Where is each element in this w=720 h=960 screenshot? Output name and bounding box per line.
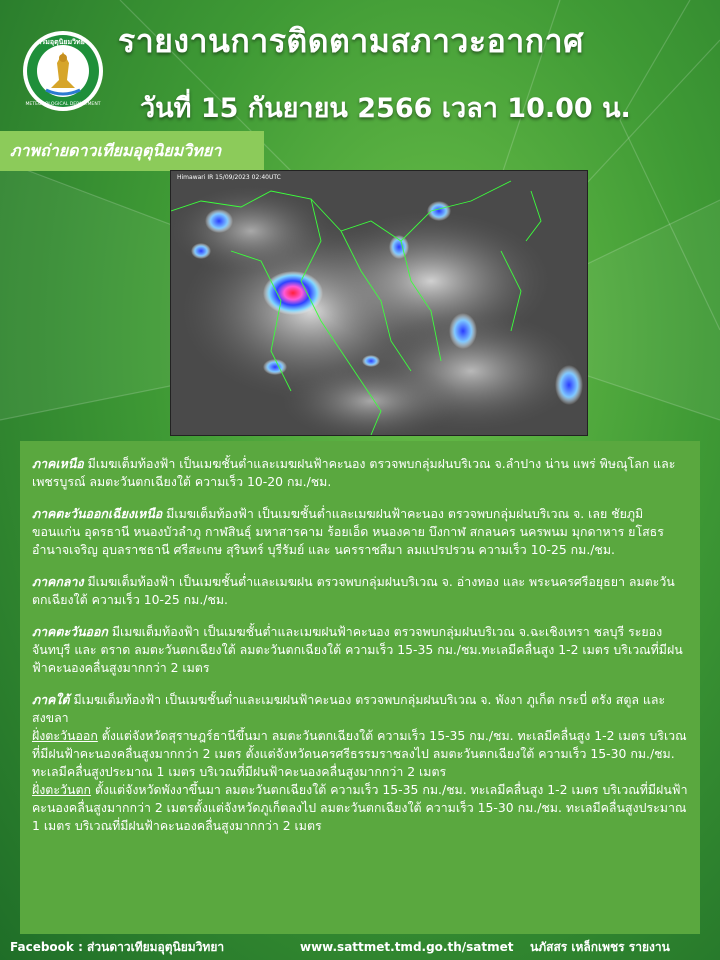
region-south <box>32 691 690 835</box>
footer-reporter: นภัสสร เหล็กเพชร รายงาน <box>530 940 670 954</box>
region-text: มีเมฆเต็มท้องฟ้า เป็นเมฆชั้นต่ำและเมฆฝนฟ้าคะนอง ตรวจพบกลุ่มฝนบริเวณ จ.ฉะเชิงเทรา ชลบุรี ระยอง จันทบุรี และ ตราด ลมตะวันตกเฉียงใต้ ลมตะวันตกเฉียงใต้ ความเร็ว 15-35 กม./ชม.ทะเลมีคลื่นสูง 1-2 เมตร บริเวณที่มีฝนฟ้าคะนองคลื่นสูงมากกว่า 2 เมตร <box>32 624 683 675</box>
region-name: ภาคกลาง <box>32 574 84 589</box>
weather-report-panel <box>20 441 700 934</box>
region-text: มีเมฆเต็มท้องฟ้า เป็นเมฆชั้นต่ำและเมฆฝนฟ้าคะนอง ตรวจพบกลุ่มฝนบริเวณ จ.ลำปาง น่าน แพร่ พิษณุโลก และ เพชรบูรณ์ ลมตะวันตกเฉียงใต้ ความเร็ว 10-20 กม./ชม. <box>32 456 676 489</box>
satellite-image <box>170 170 588 436</box>
logo-emblem-subtext: METEOROLOGICAL DEPARTMENT <box>25 102 101 107</box>
west-coast-label: ฝั่งตะวันตก <box>32 782 91 797</box>
region-text: มีเมฆเต็มท้องฟ้า เป็นเมฆชั้นต่ำและเมฆฝนฟ้าคะนอง ตรวจพบกลุ่มฝนบริเวณ จ. พังงา ภูเก็ต กระบี่ ตรัง สตูล และ สงขลา <box>32 692 666 725</box>
satellite-section-label: ภาพถ่ายดาวเทียมอุตุนิยมวิทยา <box>0 131 264 171</box>
region-text: มีเมฆเต็มท้องฟ้า เป็นเมฆชั้นต่ำและเมฆฝน ตรวจพบกลุ่มฝนบริเวณ จ. อ่างทอง และ พระนครศรีอยุธยา ลมตะวันตกเฉียงใต้ ความเร็ว 10-25 กม./ชม. <box>32 574 675 607</box>
footer-website-link[interactable]: www.sattmet.tmd.go.th/satmet <box>300 940 514 954</box>
region-central <box>32 573 690 609</box>
region-name: ภาคเหนือ <box>32 456 84 471</box>
region-name: ภาคตะวันออกเฉียงเหนือ <box>32 506 163 521</box>
region-east <box>32 623 690 677</box>
satellite-caption: Himawari IR 15/09/2023 02:40UTC <box>177 174 281 181</box>
region-text: มีเมฆเต็มท้องฟ้า เป็นเมฆชั้นต่ำและเมฆฝนฟ้าคะนอง ตรวจพบกลุ่มฝนบริเวณ จ. เลย ชัยภูมิ ขอนแก่น อุดรธานี หนองบัวลำภู กาฬสินธุ์ มหาสารคาม ร้อยเอ็ด หนองคาย บึงกาฬ สกลนคร นครพนม มุกดาหาร ยโสธร อำนาจเจริญ อุบลราชธานี ศรีสะเกษ สุรินทร์ บุรีรัมย์ และ นครราชสีมา ลมแปรปรวน ความเร็ว 10-25 กม./ชม. <box>32 506 664 557</box>
region-name: ภาคตะวันออก <box>32 624 108 639</box>
footer-facebook: Facebook : ส่วนดาวเทียมอุตุนิยมวิทยา <box>10 940 225 954</box>
page-title: รายงานการติดตามสภาวะอากาศ <box>118 22 584 60</box>
east-coast-text: ตั้งแต่จังหวัดสุราษฎร์ธานีขึ้นมา ลมตะวันตกเฉียงใต้ ความเร็ว 15-35 กม./ชม. ทะเลมีคลื่นสูง 1-2 เมตร บริเวณที่มีฝนฟ้าคะนองคลื่นสูงมากกว่า 2 เมตร ตั้งแต่จังหวัดนครศรีธรรมราชลงไป ลมตะวันตกเฉียงใต้ ความเร็ว 15-30 กม./ชม. ทะเลมีคลื่นสูงประมาณ 1 เมตร บริเวณที่มีฝนฟ้าคะนองคลื่นสูงมากกว่า 2 เมตร <box>32 728 687 779</box>
tmd-logo-icon <box>22 30 104 112</box>
footer <box>0 935 720 960</box>
region-name: ภาคใต้ <box>32 692 70 707</box>
west-coast-text: ตั้งแต่จังหวัดพังงาขึ้นมา ลมตะวันตกเฉียงใต้ ความเร็ว 15-35 กม./ชม. ทะเลมีคลื่นสูง 1-2 เมตร บริเวณที่มีฝนฟ้าคะนองคลื่นสูงมากกว่า 2 เมตรตั้งแต่จังหวัดภูเก็ตลงไป ลมตะวันตกเฉียงใต้ ความเร็ว 15-30 กม./ชม. ทะเลมีคลื่นสูงประมาณ 1 เมตร บริเวณที่มีฝนฟ้าคะนองคลื่นสูงมากกว่า 2 เมตร <box>32 782 688 833</box>
east-coast-label: ฝั่งตะวันออก <box>32 728 98 743</box>
region-north <box>32 455 690 491</box>
report-date: วันที่ 15 กันยายน 2566 เวลา 10.00 น. <box>140 93 631 124</box>
region-northeast <box>32 505 690 559</box>
logo-emblem-text: กรมอุตุนิยมวิทยา <box>37 38 89 46</box>
